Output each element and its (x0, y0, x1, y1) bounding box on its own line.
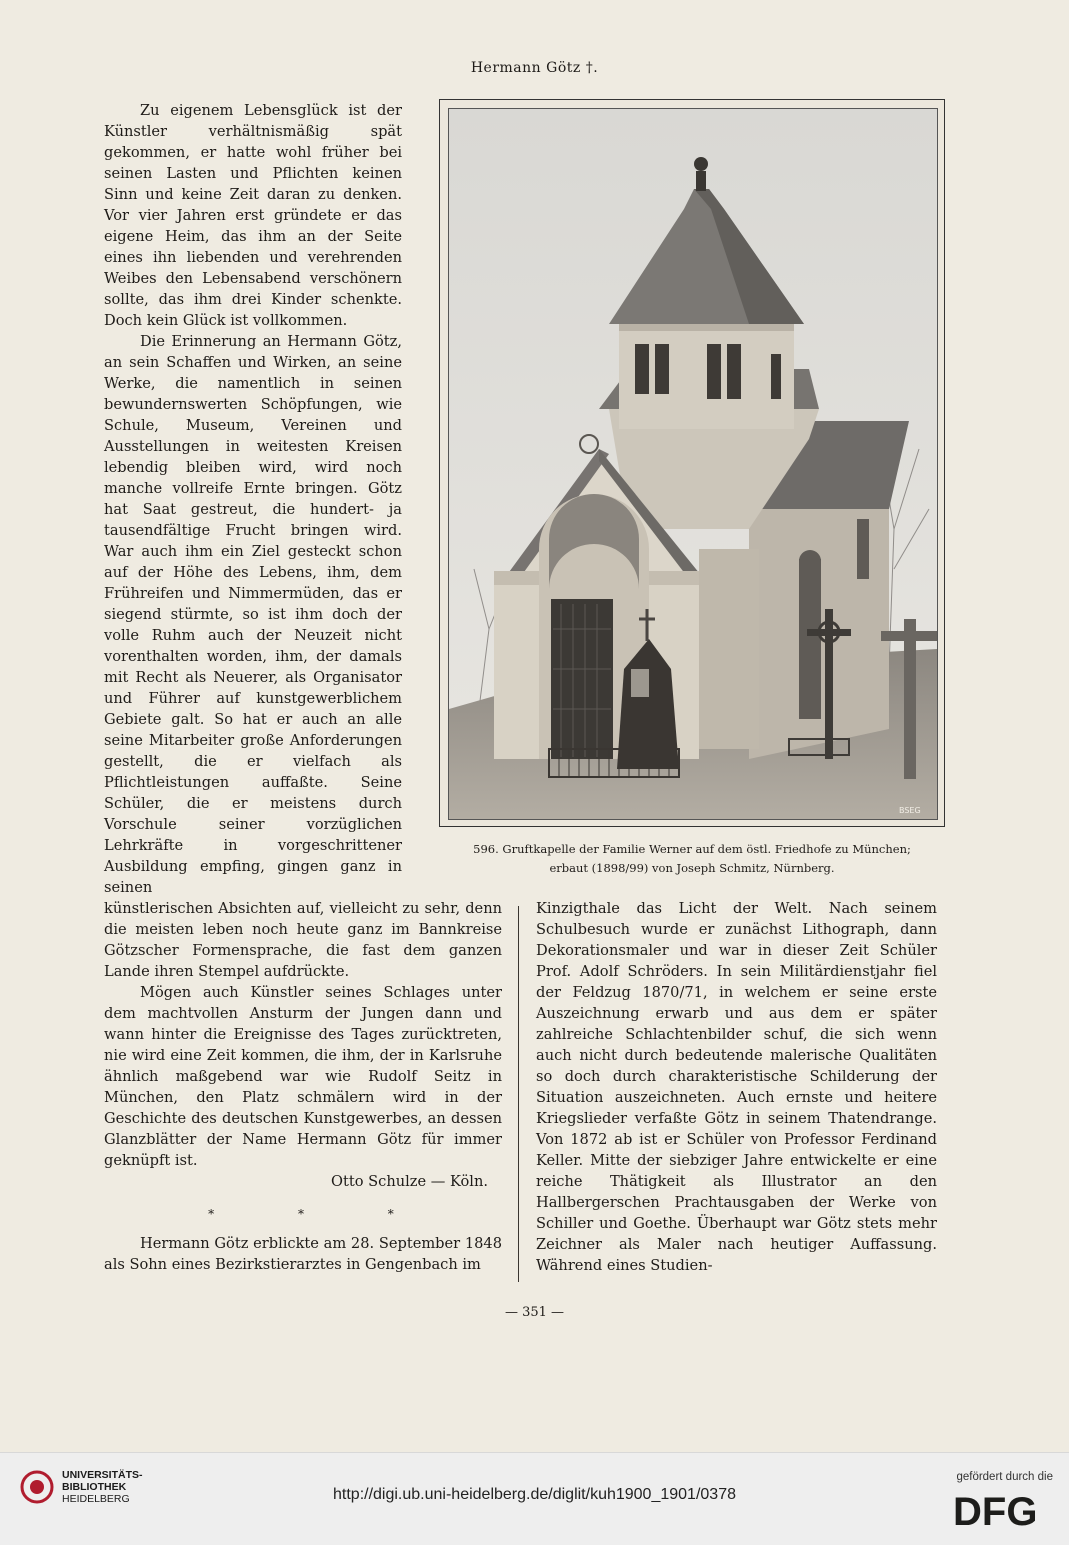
column-divider (518, 906, 519, 1282)
right-column-bottom (536, 898, 937, 1276)
dfg-logo-text: DFG (953, 1491, 1038, 1531)
left-column-top (104, 100, 402, 898)
paragraph-continuation: künstlerischen Absichten auf, vielleicht zu sehr, denn die meisten leben noch heute ganz im Bannkreise Götzscher Formensprache, die fast dem ganzen Lande ihren Stempel aufdrückte. (104, 900, 502, 980)
funding-note: gefördert durch die (956, 1471, 1053, 1483)
figure-caption (440, 840, 944, 878)
running-title: Hermann Götz †. (470, 60, 599, 76)
permalink-url[interactable]: http://digi.ub.uni-heidelberg.de/diglit/kuh1900_1901/0378 (333, 1486, 736, 1503)
author-signature: Otto Schulze — Köln. (331, 1173, 488, 1190)
engraver-stamp: BSEG (899, 806, 921, 815)
caption-line-1: 596. Gruftkapelle der Familie Werner auf dem östl. Friedhofe zu München; (473, 842, 911, 856)
page-number: — 351 — (504, 1305, 565, 1320)
logo-line-1: UNIVERSITÄTS- (62, 1469, 143, 1481)
paragraph-biography-continued: Kinzigthale das Licht der Welt. Nach seinem Schulbesuch wurde er zunächst Lithograph, dann Dekorationsmaler und war in dieser Zeit Schüler Prof. Adolf Schröders. In sein Militärdienstjahr fiel der Feldzug 1870/71, in welchem er seine erste Auszeichnung erwarb und aus dem er später zahlreiche Schlachtenbilder schuf, die sich wenn auch nicht durch bedeutende malerische Qualitäten so doch durch charakteristische Schilderung der Situation auszeichneten. Auch ernste und heitere Kriegslieder verfaßte Götz in seinem Thatendrange. Von 1872 ab ist er Schüler von Professor Ferdinand Keller. Mitte der siebziger Jahre entwickelte er eine reiche Thätigkeit als Illustrator an den Hallbergerschen Prachtausgaben der Werke von Schiller und Goethe. Überhaupt war Götz stets mehr Zeichner als Maler nach heutiger Auffassung. Während eines Studien- (536, 900, 937, 1274)
caption-line-2: erbaut (1898/99) von Joseph Schmitz, Nürnberg. (549, 861, 835, 875)
left-column-bottom (104, 898, 502, 1275)
logo-line-3: HEIDELBERG (62, 1493, 130, 1505)
figure-photo (439, 99, 945, 827)
dfg-logo[interactable] (953, 1491, 1053, 1531)
paragraph-erinnerung: Die Erinnerung an Hermann Götz, an sein Schaffen und Wirken, an seine Werke, die namentlich in seinen bewundernswerten Schöpfungen, wie Schule, Museum, Vereinen und Ausstellungen in weitesten Kreisen lebendig bleiben wird, wird noch manche vollreife Ernte bringen. Götz hat Saat gestreut, die hundert- ja tausendfältige Frucht bringen wird. War auch ihm ein Ziel gesteckt schon auf der Höhe des Lebens, ihm, dem Frühreifen und Nimmermüden, das er siegend stürmte, so ist ihm doch der volle Ruhm auch der Neuzeit nicht vorenthalten worden, ihm, der damals mit Recht als Neuerer, als Organisator und Führer auf kunstgewerblichem Gebiete galt. So hat er auch an alle seine Mitarbeiter große Anforderungen gestellt, die er vielfach als Pflichtleistungen auffaßte. Seine Schüler, die er meistens durch Vorschule seiner vorzüglichen Lehrkräfte in vorgeschrittener Ausbildung empfing, gingen ganz in seinen (104, 333, 402, 896)
chapel-photograph (449, 109, 937, 819)
viewer-footer (0, 1452, 1069, 1545)
paragraph-moegen: Mögen auch Künstler seines Schlages unter dem machtvollen Ansturm der Jungen dann und wann hinter die Ereignisse des Tages zurücktreten, nie wird eine Zeit kommen, die ihm, der in Karlsruhe ähnlich maßgebend war wie Rudolf Seitz in München, den Platz schmälern wird in der Geschichte des deutschen Kunstgewerbes, an dessen Glanzblätter der Name Hermann Götz für immer geknüpft ist. (104, 984, 502, 1169)
paragraph-biography-start: Hermann Götz erblickte am 28. September 1848 als Sohn eines Bezirkstierarztes in Gengenbach im (104, 1235, 502, 1273)
section-separator: * * * (208, 1207, 434, 1221)
logo-line-2: BIBLIOTHEK (62, 1481, 127, 1493)
paragraph-lebensglueck: Zu eigenem Lebensglück ist der Künstler verhältnismäßig spät gekommen, er hatte wohl früher bei seinen Lasten und Pflichten keinen Sinn und keine Zeit daran zu denken. Vor vier Jahren erst gründete er das eigene Heim, das ihm an der Seite eines ihn liebenden und verehrenden Weibes den Lebensabend verschönern sollte, das ihm drei Kinder schenkte. Doch kein Glück ist vollkommen. (104, 102, 402, 329)
